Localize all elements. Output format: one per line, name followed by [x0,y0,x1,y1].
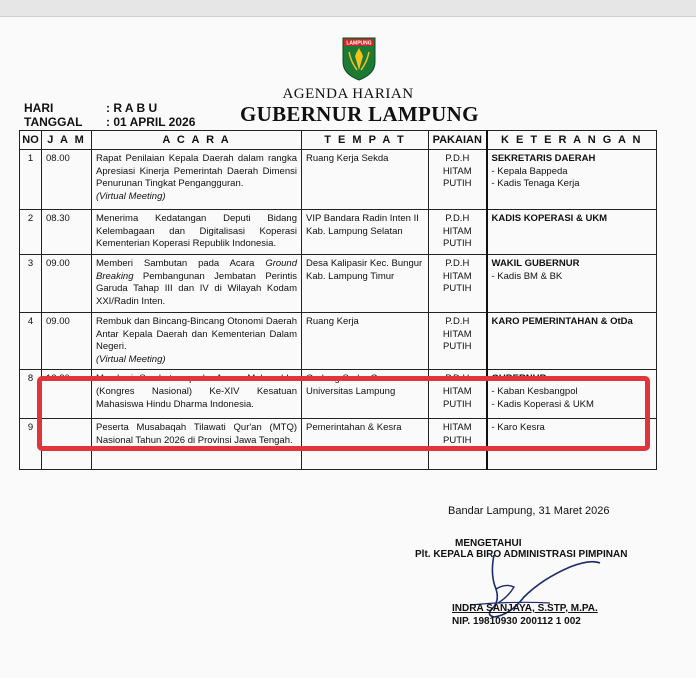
pakaian-line: PUTIH [443,341,472,353]
row-no: 9 [20,419,42,470]
row-jam: 08.30 [42,210,92,255]
table-row [20,255,657,313]
row-jam: 13.30 [42,370,92,419]
row-no: 8 [20,370,42,419]
acara-pre: Memberi Sambutan pada Acara [96,258,266,269]
row-tempat: Ruang Kerja Sekda [302,150,429,210]
hari-value: : R A B U [106,101,158,115]
keterangan-head: GUBERNUR [491,373,547,385]
row-tempat: Desa Kalipasir Kec. Bungur Kab. Lampung Timur [302,255,429,313]
row-keterangan [487,255,657,313]
keterangan-item: - Kaban Kesbangpol [491,385,578,397]
acara-note: (Virtual Meeting) [96,190,166,202]
tanggal-row [24,115,196,129]
mengetahui-label: MENGETAHUI [455,538,522,549]
hari-row [24,101,158,115]
table-row [20,210,657,255]
agenda-title: AGENDA HARIAN [282,86,414,102]
row-acara: Memberi Sambutan pada Acara Mahasabha (Kongres Nasional) Ke-XIV Kesatuan Mahasiswa Hindu Dharma Indonesia. [92,370,302,419]
keterangan-head: KADIS KOPERASI & UKM [491,213,608,224]
lampung-emblem-icon [339,32,379,82]
tanggal-value: : 01 APRIL 2026 [106,115,196,129]
table-row [20,313,657,370]
gubernur-title: GUBERNUR LAMPUNG [240,102,479,126]
highlight-box [37,376,650,451]
acara-text: Rembuk dan Bincang-Bincang Otonomi Daerah Antar Kepala Daerah dan Kementerian Dalam Negeri. [96,316,297,353]
table-row [20,150,657,210]
row-acara: Peserta Musabaqah Tilawati Qur'an (MTQ) Nasional Tahun 2026 di Provinsi Jawa Tengah. [92,419,302,470]
row-pakaian [429,210,487,255]
pakaian-line: PUTIH [443,398,472,410]
pakaian-line: HITAM [442,165,472,177]
pakaian-line: PUTIH [443,434,472,446]
row-keterangan [487,150,657,210]
column-header-tempat: T E M P A T [302,131,429,150]
row-jam: 08.00 [42,150,92,210]
pakaian-line: HITAM [442,225,472,237]
row-acara [92,150,302,210]
signer-name: INDRA SANJAYA, S.STP, M.PA. [452,603,598,614]
column-header-jam: J A M [42,131,92,150]
keterangan-head: KARO PEMERINTAHAN & OtDa [491,316,633,327]
keterangan-item: - Kadis Tenaga Kerja [491,178,580,190]
table-header-row [20,131,657,150]
keterangan-head: SEKRETARIS DAERAH [491,153,596,164]
row-no: 3 [20,255,42,313]
column-header-keterangan: K E T E R A N G A N [487,131,657,150]
pakaian-line: P.D.H [445,258,470,269]
row-no: 2 [20,210,42,255]
row-no: 1 [20,150,42,210]
row-acara [92,255,302,313]
row-tempat: Ruang Kerja [302,313,429,370]
row-acara: Menerima Kedatangan Deputi Bidang Kelembagaan dan Digitalisasi Koperasi Kementerian Koperasi Republik Indonesia. [92,210,302,255]
pakaian-line: P.D.H [445,373,470,385]
pakaian-line: P.D.H [445,316,470,327]
keterangan-item: - Kepala Bappeda [491,165,568,177]
row-pakaian [429,313,487,370]
jabatan-label: Plt. KEPALA BIRO ADMINISTRASI PIMPINAN [415,549,628,560]
signer-nip: NIP. 19810930 200112 1 002 [452,616,581,627]
pakaian-line: PUTIH [443,283,472,295]
row-keterangan [487,210,657,255]
keterangan-item: - Karo Kesra [491,422,545,434]
pakaian-line: HITAM [442,328,472,340]
pakaian-line: HITAM [442,270,472,282]
pakaian-line: P.D.H [445,213,470,224]
column-header-no: NO [20,131,42,150]
acara-note: (Virtual Meeting) [96,353,166,365]
tanggal-label: TANGGAL [24,115,83,129]
pakaian-line: PUTIH [443,238,472,250]
row-jam: 09.00 [42,313,92,370]
hari-label: HARI [24,101,54,115]
row-no: 4 [20,313,42,370]
acara-post: Pembangunan Jembatan Perintis Garuda Tahap III dan IV di Wilayah Kodam XXI/Radin Inten. [96,270,297,307]
column-header-acara: A C A R A [92,131,302,150]
viewer-top-bar [0,0,696,17]
keterangan-head: WAKIL GUBERNUR [491,258,580,269]
pakaian-line: HITAM [442,385,472,397]
row-acara [92,313,302,370]
acara-text: Rapat Penilaian Kepala Daerah dalam rangka Apresiasi Kinerja Pemerintah Daerah Dimensi Penurunan Tingkat Pengangguran. [96,153,297,190]
acara-italic: Ground Breaking [96,258,297,282]
keterangan-item: - Kadis BM & BK [491,270,563,282]
keterangan-item: - Kadis Koperasi & UKM [491,398,594,410]
pakaian-line: HITAM [442,422,472,434]
row-pakaian [429,255,487,313]
pakaian-line: P.D.H [445,153,470,164]
row-tempat: Pemerintahan & Kesra [302,419,429,470]
row-keterangan [487,313,657,370]
row-pakaian [429,150,487,210]
column-header-pakaian: PAKAIAN [429,131,487,150]
row-jam: 09.00 [42,255,92,313]
logo-text: LAMPUNG [346,40,372,47]
row-tempat: VIP Bandara Radin Inten II Kab. Lampung Selatan [302,210,429,255]
row-tempat: Gedung Serba Guna Universitas Lampung [302,370,429,419]
pakaian-line: PUTIH [443,178,472,190]
place-date: Bandar Lampung, 31 Maret 2026 [448,505,610,517]
